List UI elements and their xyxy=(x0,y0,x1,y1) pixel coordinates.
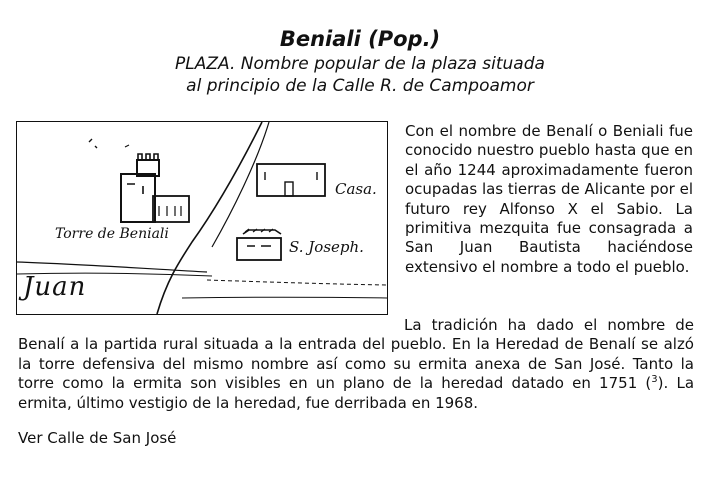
map-label-joseph: S. Joseph. xyxy=(289,238,364,256)
map-label-casa: Casa. xyxy=(335,180,377,198)
subtitle-line-2: al principio de la Calle R. de Campoamor xyxy=(186,76,534,96)
map-label-juan: Juan xyxy=(23,272,87,302)
history-text-part-2: ). La ermita, último vestigio de la heredad, fue derribada en 1968. xyxy=(18,374,695,412)
footnote-reference: 3 xyxy=(651,374,658,386)
intro-paragraph: Con el nombre de Benalí o Beniali fue conocido nuestro pueblo hasta que en el año 1244 aproximadamente fueron ocupadas las tierras de Alicante por el futuro rey Alfonso X el Sabio. La primitiva mezquita fue consagrada a San Juan Bautista haciéndose extensivo el nombre a todo el pueblo. xyxy=(405,122,693,276)
historical-map-image xyxy=(16,121,388,315)
map-label-torre: Torre de Beniali xyxy=(55,226,169,242)
subtitle-line-1: PLAZA. Nombre popular de la plaza situada xyxy=(175,54,545,74)
history-paragraph xyxy=(18,316,694,413)
see-also-reference: Ver Calle de San José xyxy=(18,429,177,447)
history-text-part-1: La tradición ha dado el nombre de Benalí a la partida rural situada a la entrada del pueblo. En la Heredad de Benalí se alzó la torre defensiva del mismo nombre así como su ermita anexa de San José. Tanto la torre como la ermita son visibles en un plano de la heredad datado en 1751 ( xyxy=(18,316,694,393)
entry-title: Beniali (Pop.) xyxy=(279,27,441,51)
entry-subtitle xyxy=(0,53,720,97)
